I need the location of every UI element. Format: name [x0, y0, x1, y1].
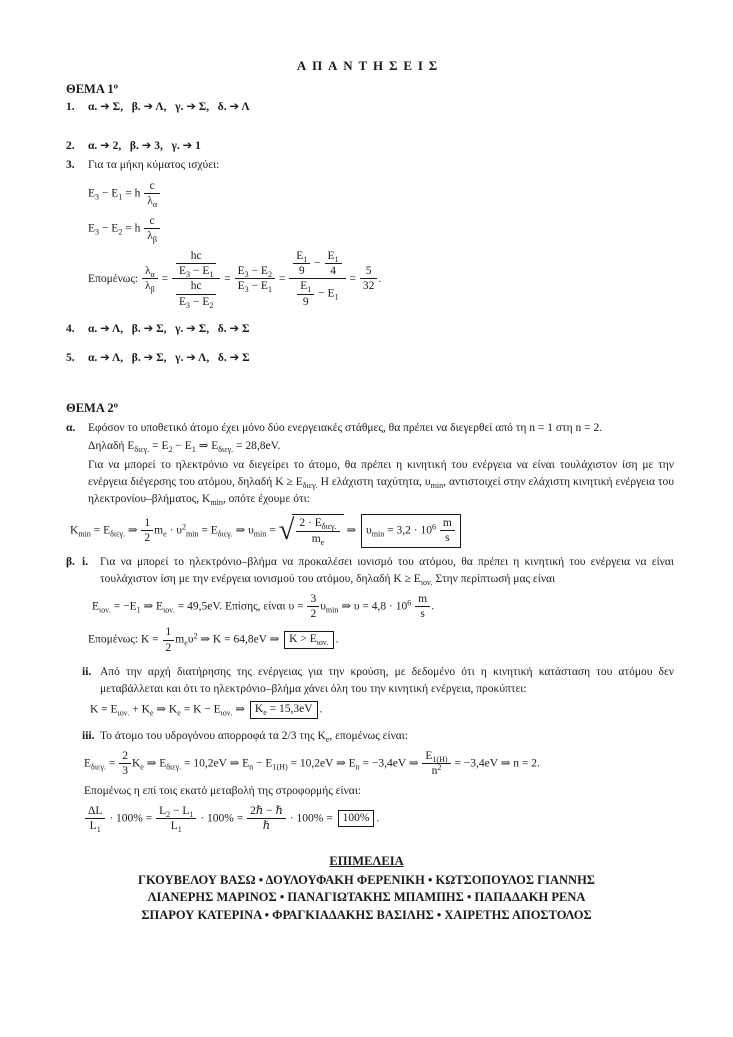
formula-wavelength-ratio: Επομένως: $\frac{\lambda_\alpha}{\lambda_\beta}$ = $\frac{\frac{hc}{E_3 - E_1}}{\frac{hc}{E_3 - E_2}}$ = $\frac{E_3 - E_2}{E_3 - E_1}$ = $\frac{E_1}{9}$ − $\frac{E_1}{4}$ $\frac{E_1}{9}$ − $E_1$ = $\frac{5}{32}$ .	[88, 249, 382, 310]
item-4-answers: α. ➔ Λ, β. ➔ Σ, γ. ➔ Σ, δ. ➔ Σ	[88, 323, 250, 335]
answer-item-5	[66, 350, 674, 367]
document-content	[66, 58, 674, 836]
item-3-number: 3.	[66, 159, 75, 171]
alpha-excitation-formula: Δηλαδή $E_{\delta\iota\varepsilon\gamma.} = E_2 - E_1$ ⇒ $E_{\delta\iota\varepsilon\gamma.} = 28,8eV$.	[88, 440, 281, 454]
answer-item-1	[66, 99, 674, 116]
subsection-ii-label: ii.	[82, 666, 92, 679]
iii-paragraph-2: Επομένως η επί τοις εκατό μεταβολή της στροφορμής είναι:	[84, 784, 362, 797]
answer-item-2	[66, 138, 674, 155]
iii-excitation-formula: $E_{\delta\iota\varepsilon\gamma.}$ = $\frac{2}{3}$ $K_e$ ⇒ $E_{\delta\iota\varepsilon\gamma.} = 10,2eV$ ⇒ $E_n - E_{1(H)} = 10,2eV$ ⇒ $E_n = -3,4eV$ ⇒ $\frac{E_{1(H)}}{n^2}$ = −3,4eV ⇒ n = 2.	[84, 749, 540, 778]
iii-angular-momentum-formula: $\frac{\Delta L}{L_1}$ · 100% = $\frac{L_2 - L_1}{L_1}$ · 100% = $\frac{\text{2ℏ − ℏ}}{\text{ℏ}}$ · 100% = 100% .	[84, 804, 674, 834]
item-2-answers: α. ➔ 2, β. ➔ 3, γ. ➔ 1	[88, 140, 201, 152]
alpha-kmin-formula: $K_{min} = E_{\delta\iota\varepsilon\gamma.}$ ⇒ $\frac{1}{2}$ $m_e \cdot \upsilon^2_{min} = E_{\delta\iota\varepsilon\gamma.}$ ⇒ $\upsilon_{min}$ = √ $\frac{2 \cdot E_{\delta\iota\varepsilon\gamma.}}{m_e}$ ⇒ $\upsilon_{min} = 3,2 \cdot 10^6$ $\frac{m}{s}$	[70, 514, 674, 548]
credits-heading: ΕΠΙΜΕΛΕΙΑ	[329, 854, 404, 868]
thema1-heading-text: ΘΕΜΑ 1	[66, 82, 114, 96]
thema2-heading-text: ΘΕΜΑ 2	[66, 401, 114, 415]
item-3-text: Για τα μήκη κύματος ισχύει:	[88, 159, 220, 171]
item-2-number: 2.	[66, 140, 75, 152]
ii-energy-formula: $K = E_{\iota o\nu.} + K_e$ ⇒ $K_e = K - E_{\iota o\nu.}$ ⇒ $K_e = 15,3eV$ .	[90, 703, 323, 718]
subsection-i-label: i.	[82, 555, 89, 568]
section-beta-body	[82, 554, 674, 837]
subsection-i-body	[88, 554, 674, 659]
item-1-answers: α. ➔ Σ, β. ➔ Λ, γ. ➔ Σ, δ. ➔ Λ	[88, 101, 250, 113]
credits-line-1: ΓΚΟΥΒΕΛΟΥ ΒΑΣΩ • ΔΟΥΛΟΥΦΑΚΗ ΦΕΡΕΝΙΚΗ • ΚΩΤΣΟΠΟΥΛΟΣ ΓΙΑΝΝΗΣ	[138, 872, 595, 887]
item-1-number: 1.	[66, 101, 75, 113]
subsection-iii-label: iii.	[82, 729, 95, 742]
subsection-iii	[82, 728, 674, 837]
i-kinetic-formula: Επομένως: K = $\frac{1}{2}$ $m_e\upsilon^2$ ⇒ K = 64,8eV ⇒ $K > E_{\iota o\nu.}$ .	[88, 626, 339, 654]
formula-wavelength-2: $E_3 - E_2 = h$ $\frac{c}{\lambda_\beta}$	[88, 214, 674, 244]
thema2-heading	[66, 401, 674, 416]
section-alpha-label: α.	[66, 422, 76, 434]
section-beta	[66, 554, 674, 837]
item-5-answers: α. ➔ Λ, β. ➔ Σ, γ. ➔ Λ, δ. ➔ Σ	[88, 352, 250, 364]
page-title: ΑΠΑΝΤΗΣΕΙΣ	[296, 58, 444, 73]
answer-item-4	[66, 321, 674, 338]
section-alpha-body	[88, 420, 674, 508]
i-paragraph: Για να μπορεί το ηλεκτρόνιο–βλήμα να προκαλέσει ιονισμό του ατόμου, θα πρέπει η κινητική του ενέργεια να είναι τουλάχιστον ίση με την ενέργεια ιονισμού του ατόμου, δηλαδή $K \ge E_{\iota o\nu.}$ Στην περίπτωσή μας είναι	[100, 555, 674, 587]
thema1-heading-ordinal: ο	[113, 80, 118, 91]
item-4-number: 4.	[66, 323, 75, 335]
credits-line-2: ΛΙΑΝΕΡΗΣ ΜΑΡΙΝΟΣ • ΠΑΝΑΓΙΩΤΑΚΗΣ ΜΠΑΜΠΗΣ • ΠΑΠΑΔΑΚΗ ΡΕΝΑ	[147, 890, 586, 904]
answer-item-3	[66, 157, 674, 174]
alpha-paragraph-1: Εφόσον το υποθετικό άτομο έχει μόνο δύο ενεργειακές στάθμες, θα πρέπει να διεγερθεί από τη n = 1 στη n = 2.	[88, 422, 603, 434]
subsection-i	[82, 554, 674, 659]
iii-paragraph-1: Το άτομο του υδρογόνου απορροφά τα 2/3 της $K_e$, επομένως είναι:	[100, 729, 409, 744]
formula-wavelength-1: $E_3 - E_1 = h$ $\frac{c}{\lambda_\alpha}$	[88, 179, 674, 209]
item-5-number: 5.	[66, 352, 75, 364]
section-beta-label: β.	[66, 555, 75, 568]
ii-paragraph: Από την αρχή διατήρησης της ενέργειας για την κρούση, με δεδομένο ότι η κινητική κατάσταση του ατόμου δεν μεταβάλλεται και ότι το ηλεκτρόνιο–βλήμα χάνει όλη του την κινητική ενέργεια, προκύπτει:	[100, 666, 674, 696]
section-alpha	[66, 420, 674, 508]
credits-block	[0, 853, 733, 924]
thema1-heading	[66, 82, 674, 97]
subsection-ii-body	[90, 664, 674, 722]
i-ionization-formula: $E_{\iota o\nu.} = -E_1$ ⇒ $E_{\iota o\nu.} = 49,5eV$. Επίσης, είναι υ = $\frac{3}{2}$ $\upsilon_{min}$ ⇒ $\upsilon = 4,8 \cdot 10^6$ $\frac{m}{s}$ .	[92, 592, 434, 620]
thema2-heading-ordinal: ο	[113, 399, 118, 410]
credits-line-3: ΣΠΑΡΟΥ ΚΑΤΕΡΙΝΑ • ΦΡΑΓΚΙΑΔΑΚΗΣ ΒΑΣΙΛΗΣ • ΧΑΙΡΕΤΗΣ ΑΠΟΣΤΟΛΟΣ	[141, 907, 592, 922]
subsection-ii	[82, 664, 674, 722]
alpha-paragraph-2: Για να μπορεί το ηλεκτρόνιο να διεγείρει το άτομο, θα πρέπει η κινητική του ενέργεια να είναι τουλάχιστον ίση με την ενέργεια διέγερσης του ατόμου, δηλαδή $K \ge E_{\delta\iota\varepsilon\gamma.}$ Η ελάχιστη ταχύτητα, $\upsilon_{min}$, αντιστοιχεί στην ελάχιστη κινητική ενέργεια του ηλεκτρονίου–βλήματος, $K_{min}$, οπότε έχουμε ότι:	[88, 458, 674, 507]
